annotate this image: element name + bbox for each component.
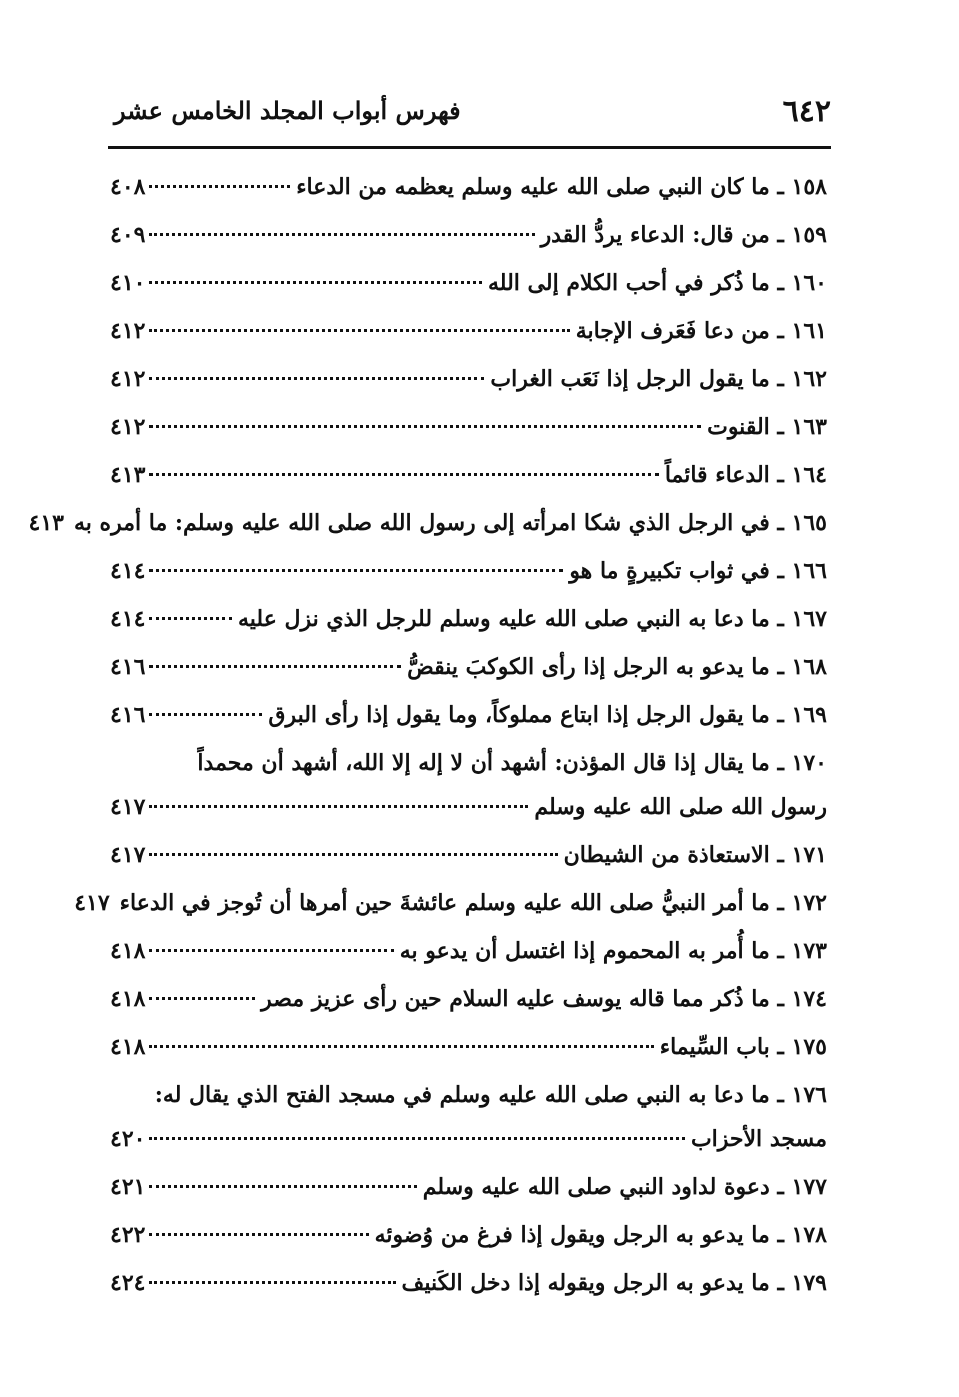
entry-title: ١٧٣ ـ ما أُمر به المحموم إذا اغتسل أن يدعو به <box>399 938 827 964</box>
toc-entry <box>110 978 827 1026</box>
entry-page-number: ٤١٣ <box>28 510 64 536</box>
dot-leader <box>149 281 482 284</box>
entry-title-continuation: رسول الله صلى الله عليه وسلم <box>534 794 827 820</box>
page-header <box>108 92 831 136</box>
running-title: فهرس أبواب المجلد الخامس عشر <box>114 96 461 125</box>
toc-entry <box>110 1214 827 1262</box>
dot-leader <box>149 377 484 380</box>
entry-title: ١٦٤ ـ الدعاء قائماً <box>664 462 827 488</box>
entry-page-number: ٤١٢ <box>110 366 146 392</box>
entry-page-number: ٤٠٩ <box>110 222 146 248</box>
toc-entry-continuation <box>110 786 827 834</box>
dot-leader <box>149 853 557 856</box>
dot-leader <box>149 185 290 188</box>
entry-title: ١٧٩ ـ ما يدعو به الرجل ويقوله إذا دخل الكَنيف <box>401 1270 827 1296</box>
dot-leader <box>149 329 569 332</box>
toc-entry <box>74 882 827 930</box>
page-number: ٦٤٢ <box>782 94 831 129</box>
dot-leader <box>149 997 255 1000</box>
toc-entry <box>110 406 827 454</box>
dot-leader <box>149 1233 368 1236</box>
entry-page-number: ٤١٨ <box>110 986 146 1012</box>
entry-title: ١٧٦ ـ ما دعا به النبي صلى الله عليه وسلم في مسجد الفتح الذي يقال له: <box>154 1082 827 1108</box>
toc-entry <box>110 834 827 882</box>
entry-page-number: ٤١٨ <box>110 1034 146 1060</box>
entry-page-number: ٤١٧ <box>74 890 110 916</box>
entry-title: ١٦٠ ـ ما ذُكر في أحب الكلام إلى الله <box>488 270 827 296</box>
toc-entry <box>110 358 827 406</box>
entry-title: ١٥٩ ـ من قال: الدعاء يردُّ القدر <box>540 222 827 248</box>
entry-page-number: ٤١٦ <box>110 702 146 728</box>
dot-leader <box>149 1185 416 1188</box>
entry-title: ١٦١ ـ من دعا فَعَرف الإجابة <box>575 318 827 344</box>
toc-entry <box>110 930 827 978</box>
dot-leader <box>149 617 232 620</box>
toc-entry <box>110 1026 827 1074</box>
dot-leader <box>149 425 701 428</box>
table-of-contents <box>28 166 827 1310</box>
dot-leader <box>149 1281 395 1284</box>
entry-page-number: ٤٠٨ <box>110 174 146 200</box>
dot-leader <box>149 949 393 952</box>
toc-entry <box>110 694 827 742</box>
entry-title: ١٦٥ ـ في الرجل الذي شكا امرأته إلى رسول الله صلى الله عليه وسلم: ما أمره به <box>73 510 827 536</box>
toc-entry-continuation <box>110 1118 827 1166</box>
dot-leader <box>149 569 563 572</box>
entry-title: ١٧٧ ـ دعوة لداود النبي صلى الله عليه وسلم <box>422 1174 827 1200</box>
toc-entry <box>110 262 827 310</box>
dot-leader <box>149 1045 653 1048</box>
entry-page-number: ٤١٨ <box>110 938 146 964</box>
entry-title: ١٦٦ ـ في ثواب تكبيرةٍ ما هو <box>569 558 827 584</box>
entry-title: ١٧٥ ـ باب السِّيماء <box>659 1034 827 1060</box>
toc-entry <box>110 166 827 214</box>
dot-leader <box>149 805 528 808</box>
toc-entry <box>110 646 827 694</box>
toc-entry <box>110 742 827 786</box>
entry-title: ١٦٢ ـ ما يقول الرجل إذا نَعَب الغراب <box>490 366 827 392</box>
entry-page-number: ٤٢٠ <box>110 1126 146 1152</box>
toc-entry <box>110 1074 827 1118</box>
entry-page-number: ٤١٣ <box>110 462 146 488</box>
entry-page-number: ٤١٤ <box>110 558 146 584</box>
entry-title: ١٥٨ ـ ما كان النبي صلى الله عليه وسلم يعظمه من الدعاء <box>296 174 827 200</box>
toc-entry <box>110 550 827 598</box>
entry-title: ١٧٨ ـ ما يدعو به الرجل ويقول إذا فرغ من وُضوئه <box>374 1222 827 1248</box>
entry-page-number: ٤١٦ <box>110 654 146 680</box>
entry-title: ١٦٨ ـ ما يدعو به الرجل إذا رأى الكوكبَ ينقضُّ <box>407 654 827 680</box>
dot-leader <box>149 1137 685 1140</box>
toc-entry <box>110 214 827 262</box>
entry-title: ١٧٠ ـ ما يقال إذا قال المؤذن: أشهد أن لا إله إلا الله، أشهد أن محمداً <box>197 750 827 776</box>
toc-entry <box>110 598 827 646</box>
dot-leader <box>149 665 401 668</box>
entry-page-number: ٤١٢ <box>110 414 146 440</box>
entry-page-number: ٤١٠ <box>110 270 146 296</box>
entry-title: ١٧٢ ـ ما أمر النبيُّ صلى الله عليه وسلم عائشةَ حين أمرها أن تُوجز في الدعاء <box>119 890 827 916</box>
dot-leader <box>149 233 534 236</box>
entry-title-continuation: مسجد الأحزاب <box>690 1126 827 1152</box>
toc-entry <box>110 1262 827 1310</box>
entry-title: ١٧١ ـ الاستعاذة من الشيطان <box>563 842 827 868</box>
toc-entry <box>28 502 827 550</box>
dot-leader <box>149 473 658 476</box>
entry-page-number: ٤١٧ <box>110 794 146 820</box>
entry-title: ١٧٤ ـ ما ذُكر مما قاله يوسف عليه السلام حين رأى عزيز مصر <box>261 986 827 1012</box>
entry-title: ١٦٧ ـ ما دعا به النبي صلى الله عليه وسلم للرجل الذي نزل عليه <box>237 606 827 632</box>
entry-page-number: ٤٢٤ <box>110 1270 146 1296</box>
toc-entry <box>110 454 827 502</box>
toc-entry <box>110 1166 827 1214</box>
entry-page-number: ٤٢١ <box>110 1174 146 1200</box>
toc-entry <box>110 310 827 358</box>
dot-leader <box>149 713 262 716</box>
entry-title: ١٦٩ ـ ما يقول الرجل إذا ابتاع مملوكاً، وما يقول إذا رأى البرق <box>268 702 827 728</box>
entry-page-number: ٤١٧ <box>110 842 146 868</box>
entry-title: ١٦٣ ـ القنوت <box>707 414 827 440</box>
entry-page-number: ٤١٤ <box>110 606 146 632</box>
header-rule <box>108 146 831 149</box>
entry-page-number: ٤١٢ <box>110 318 146 344</box>
entry-page-number: ٤٢٢ <box>110 1222 146 1248</box>
